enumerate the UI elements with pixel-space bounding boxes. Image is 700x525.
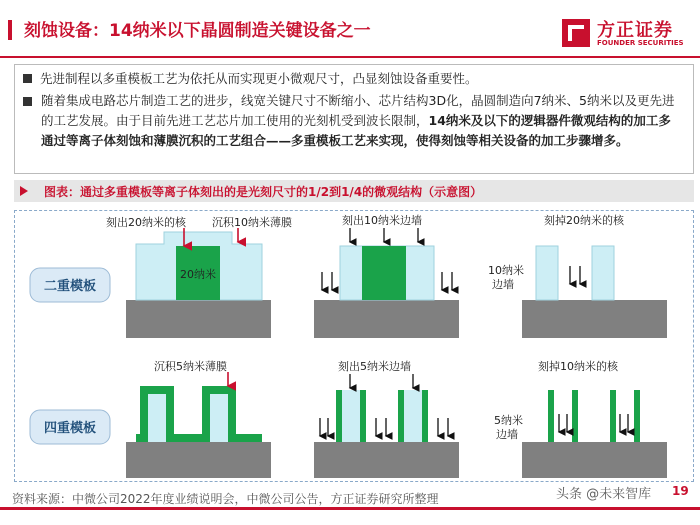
founder-securities-logo <box>561 14 691 54</box>
substrate <box>522 442 667 478</box>
bullet-square-icon <box>23 74 32 83</box>
logo-en-text: FOUNDER SECURITIES <box>597 39 684 47</box>
bullet-2-normal: 随着集成电路芯片制造工艺的进步，线宽关键尺寸不断缩小、芯片结构3D化，晶圆制造向7纳米、5纳米以及更先进的工艺发展。由于目前先进工艺芯片加工使用的光刻机受到波长限制， <box>41 93 675 128</box>
sidewall <box>592 246 614 300</box>
r1-s1-label-a: 刻出20纳米的核 <box>106 216 186 229</box>
r2-s3-side-2: 边墙 <box>496 428 518 441</box>
thin-sidewall <box>336 390 342 442</box>
row1-label <box>30 268 110 302</box>
row2-label-text: 四重模板 <box>43 421 97 436</box>
substrate <box>314 300 459 338</box>
r1-s2-label: 刻出10纳米边墙 <box>342 214 422 227</box>
bullet-2-bold: 14纳米及以下的逻辑器件微观结构的加工多通过等离子体刻蚀和薄膜沉积的工艺组合——多重模板工艺来实现，使得刻蚀等相关设备的加工步骤增多。 <box>41 113 671 148</box>
bullet-2-text <box>23 91 683 151</box>
r2-step3 <box>494 359 667 478</box>
thin-sidewall <box>572 390 578 442</box>
bullet-square-icon <box>23 97 32 106</box>
bullet-2 <box>23 91 683 151</box>
caption-triangle-icon <box>20 186 28 196</box>
bullet-1-text: 先进制程以多重模板工艺为依托从而实现更小微观尺寸，凸显刻蚀设备重要性。 <box>40 71 478 86</box>
thin-sidewall <box>548 390 554 442</box>
substrate <box>314 442 459 478</box>
r2-s1-label: 沉积5纳米薄膜 <box>154 360 227 373</box>
founder-logo-icon <box>561 18 591 48</box>
header-divider <box>0 56 700 58</box>
sidewall-core <box>342 390 360 442</box>
r2-s2-label: 刻出5纳米边墙 <box>338 360 411 373</box>
r1-step3 <box>488 213 667 338</box>
thin-sidewall <box>634 390 640 442</box>
r2-step1 <box>126 359 271 478</box>
title-accent-bar <box>8 20 12 40</box>
substrate <box>522 300 667 338</box>
r1-step1 <box>106 215 292 338</box>
thin-sidewall <box>610 390 616 442</box>
r1-s3-label: 刻掉20纳米的核 <box>544 214 624 227</box>
r2-step2 <box>314 359 459 478</box>
sidewall <box>536 246 558 300</box>
row2-label <box>30 410 110 444</box>
logo-cn-text: 方正证券 <box>597 20 673 41</box>
row1-label-text: 二重模板 <box>43 279 97 294</box>
substrate <box>126 300 271 338</box>
watermark: 头条 @未来智库 <box>556 487 652 502</box>
r1-s3-side-2: 边墙 <box>492 278 514 291</box>
thin-sidewall <box>360 390 366 442</box>
page-number: 19 <box>672 484 689 498</box>
sidewall-core <box>210 394 228 442</box>
source-note: 资料来源：中微公司2022年度业绩说明会，中微公司公告，方正证券研究所整理 <box>12 492 439 506</box>
sidewall-core <box>148 394 166 442</box>
r1-s3-side-1: 10纳米 <box>488 264 524 277</box>
figure-caption: 图表：通过多重模板等离子体刻出的是光刻尺寸的1/2到1/4的微观结构（示意图） <box>44 185 483 199</box>
thin-sidewall <box>398 390 404 442</box>
r1-s1-label-b: 沉积10纳米薄膜 <box>212 216 292 229</box>
multipatterning-diagram <box>14 210 694 482</box>
bullet-box <box>14 64 694 174</box>
r1-step2 <box>314 213 459 338</box>
sidewall-core <box>404 390 422 442</box>
bullet-1 <box>23 69 478 89</box>
page-title: 刻蚀设备：14纳米以下晶圆制造关键设备之一 <box>24 21 371 41</box>
core-block <box>362 246 406 300</box>
footer-divider <box>0 507 700 510</box>
r2-s3-side-1: 5纳米 <box>494 414 523 427</box>
core-size-label: 20纳米 <box>180 268 216 281</box>
substrate <box>126 442 271 478</box>
r2-s3-label: 刻掉10纳米的核 <box>538 360 618 373</box>
thin-sidewall <box>422 390 428 442</box>
